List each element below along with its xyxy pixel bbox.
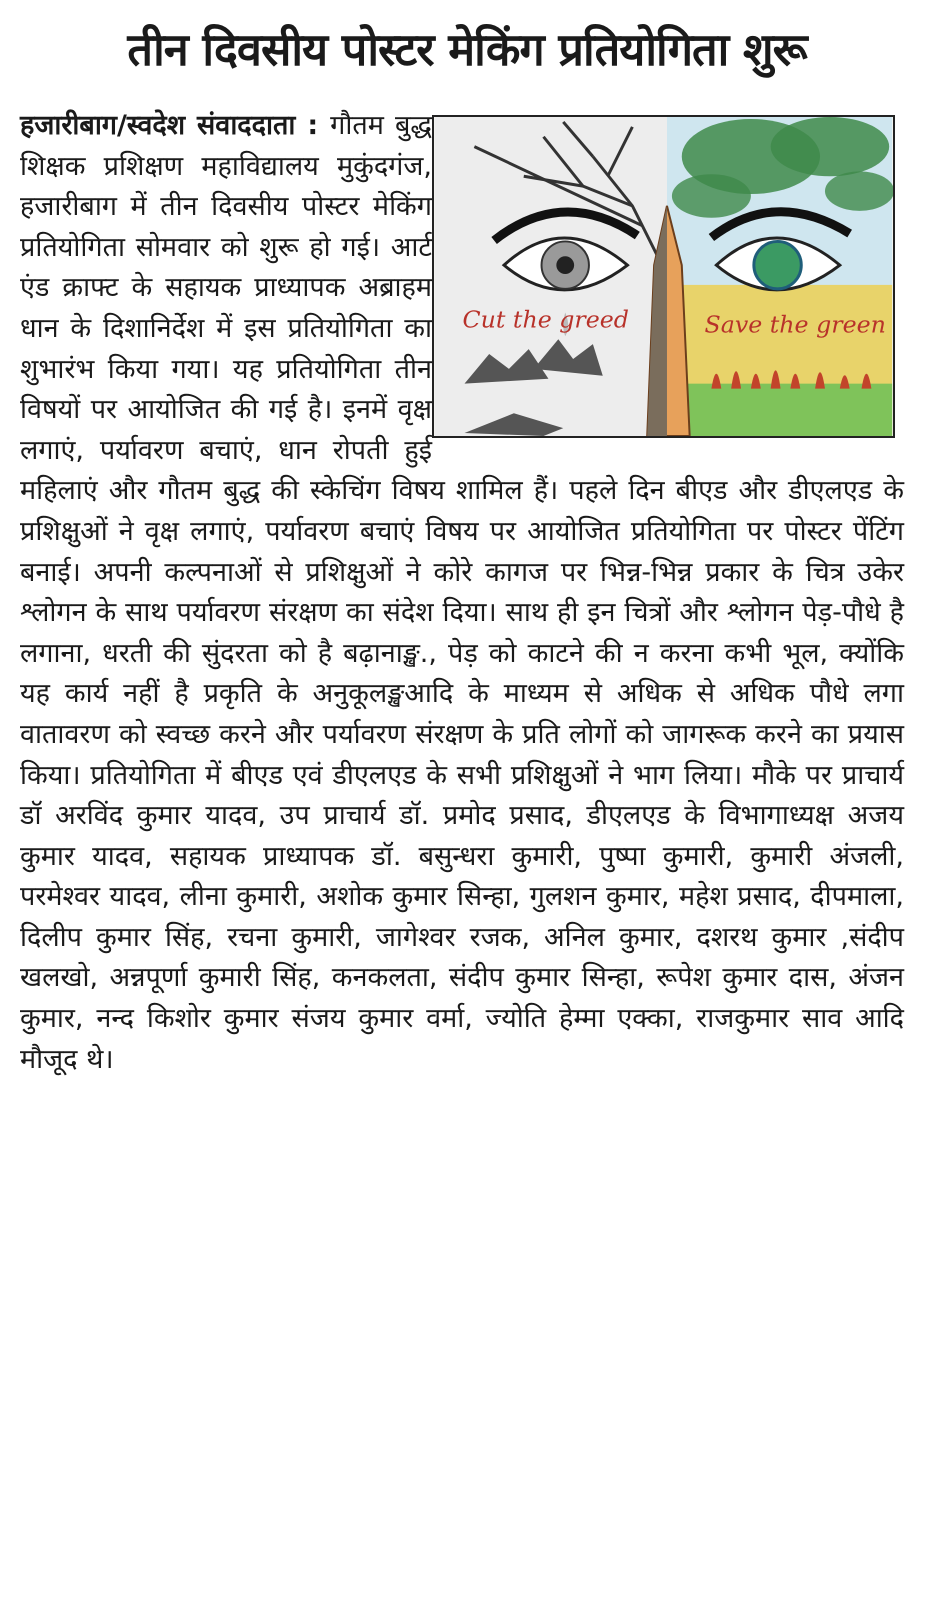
headline: तीन दिवसीय पोस्टर मेकिंग प्रतियोगिता शुरू — [127, 23, 807, 76]
caption-cut-the-greed: Cut the greed — [462, 305, 629, 334]
dateline: हजारीबाग/स्वदेश संवाददाता — [20, 110, 296, 141]
article-body — [20, 106, 904, 1080]
caption-save-the-green: Save the green — [704, 310, 886, 339]
dateline-separator: : — [295, 110, 331, 141]
article-text: गौतम बुद्ध शिक्षक प्रशिक्षण महाविद्यालय मुकुंदगंज, हजारीबाग में तीन दिवसीय पोस्टर मेकिंग प्रतियोगिता सोमवार को शुरू हो गई। आर्ट एंड क्राफ्ट के सहायक प्राध्यापक अब्राहम धान के दिशानिर्देश में इस प्रतियोगिता का शुभारंभ किया गया। यह प्रतियोगिता तीन विषयों पर आयोजित की गई है। इनमें वृक्ष लगाएं, पर्यावरण बचाएं, धान रोपती हुई महिलाएं और गौतम बुद्ध की स्केचिंग विषय शामिल हैं। पहले दिन बीएड और डीएलएड के प्रशिक्षुओं ने वृक्ष लगाएं, पर्यावरण बचाएं विषय पर आयोजित प्रतियोगिता पर पोस्टर पेंटिंग बनाई। अपनी कल्पनाओं से प्रशिक्षुओं ने कोरे कागज पर भिन्न-भिन्न प्रकार के चित्र उकेर श्लोगन के साथ पर्यावरण संरक्षण का संदेश दिया। साथ ही इन चित्रों और श्लोगन पेड़-पौधे है लगाना, धरती की सुंदरता को है बढ़ानाङ्ख., पेड़ को काटने की न करना कभी भूल, क्योंकि यह कार्य नहीं है प्रकृति के अनुकूलङ्खआदि के माध्यम से अधिक से अधिक पौधे लगा वातावरण को स्वच्छ करने और पर्यावरण संरक्षण के प्रति लोगों को जागरूक करने का प्रयास किया। प्रतियोगिता में बीएड एवं डीएलएड के सभी प्रशिक्षुओं ने भाग लिया। मौके पर प्राचार्य डॉ अरविंद कुमार यादव, उप प्राचार्य डॉ. प्रमोद प्रसाद, डीएलएड के विभागाध्यक्ष अजय कुमार यादव, सहायक प्राध्यापक डॉ. बसुन्धरा कुमारी, पुष्पा कुमारी, कुमारी अंजली, परमेश्वर यादव, लीना कुमारी, अशोक कुमार सिन्हा, गुलशन कुमार, महेश प्रसाद, दीपमाला, दिलीप कुमार सिंह, रचना कुमारी, जागेश्वर रजक, अनिल कुमार, दशरथ कुमार ,संदीप खलखो, अन्नपूर्णा कुमारी सिंह, कनकलता, संदीप कुमार सिन्हा, रूपेश कुमार दास, अंजन कुमार, नन्द किशोर कुमार संजय कुमार वर्मा, ज्योति हेम्मा एक्का, राजकुमार साव आदि मौजूद थे। — [20, 110, 904, 1075]
